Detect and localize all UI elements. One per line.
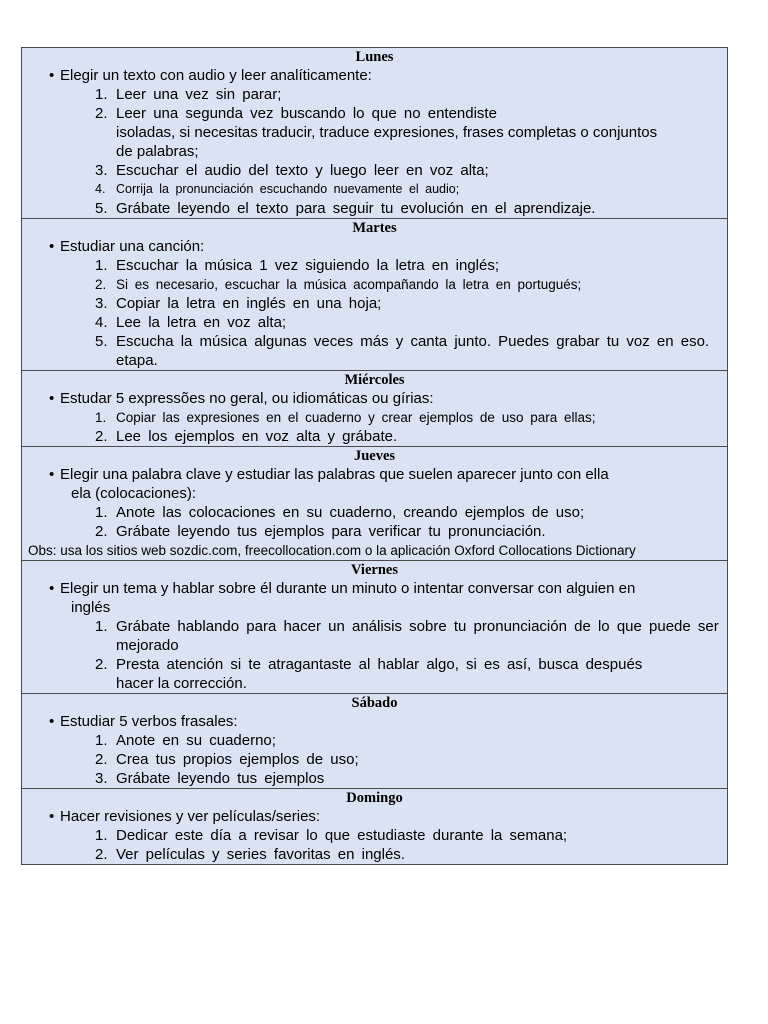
numbered-item bbox=[22, 313, 727, 332]
item-number: 2. bbox=[95, 656, 108, 673]
item-text: Anote las colocaciones en su cuaderno, creando ejemplos de uso; bbox=[116, 504, 585, 521]
item-number: 3. bbox=[95, 770, 108, 787]
item-number: 1. bbox=[95, 410, 107, 425]
item-text: Si es necesario, escuchar la música acompañando la letra en portugués; bbox=[116, 277, 582, 292]
bullet-item bbox=[22, 66, 727, 85]
bullet-icon: • bbox=[49, 67, 55, 84]
observation-text: Obs: usa los sitios web sozdic.com, freecollocation.com o la aplicación Oxford Collocations Dictionary bbox=[28, 543, 636, 558]
numbered-item bbox=[22, 427, 727, 446]
numbered-item bbox=[22, 503, 727, 522]
continuation-line bbox=[22, 484, 727, 503]
numbered-item bbox=[22, 294, 727, 313]
continuation-text: etapa. bbox=[116, 352, 158, 369]
numbered-item bbox=[22, 199, 727, 218]
bullet-icon: • bbox=[49, 390, 55, 407]
day-section-jueves bbox=[22, 447, 727, 561]
item-number: 2. bbox=[95, 277, 107, 292]
bullet-item bbox=[22, 389, 727, 408]
day-section-martes bbox=[22, 219, 727, 371]
item-text: Escuchar la música 1 vez siguiendo la letra en inglés; bbox=[116, 257, 500, 274]
numbered-item bbox=[22, 161, 727, 180]
day-title: Miércoles bbox=[344, 372, 405, 388]
day-title: Martes bbox=[352, 220, 397, 236]
day-title: Viernes bbox=[351, 562, 398, 578]
numbered-item bbox=[22, 731, 727, 750]
item-text: Leer una vez sin parar; bbox=[116, 86, 282, 103]
day-title: Jueves bbox=[353, 448, 396, 464]
bullet-item bbox=[22, 465, 727, 484]
bullet-text: Hacer revisiones y ver películas/series: bbox=[60, 808, 321, 825]
item-text: Escuchar el audio del texto y luego leer en voz alta; bbox=[116, 162, 489, 179]
continuation-text: hacer la corrección. bbox=[116, 675, 247, 692]
item-text: Ver películas y series favoritas en inglés. bbox=[116, 846, 405, 863]
continuation-text: inglés bbox=[71, 599, 111, 616]
continuation-line bbox=[22, 351, 727, 370]
item-number: 5. bbox=[95, 333, 108, 350]
continuation-line bbox=[22, 598, 727, 617]
continuation-line bbox=[22, 636, 727, 655]
bullet-icon: • bbox=[49, 580, 55, 597]
bullet-text: Elegir una palabra clave y estudiar las palabras que suelen aparecer junto con ella bbox=[60, 466, 609, 483]
item-text: Crea tus propios ejemplos de uso; bbox=[116, 751, 359, 768]
day-title: Sábado bbox=[351, 695, 398, 711]
bullet-text: Estudiar una canción: bbox=[60, 238, 205, 255]
numbered-item bbox=[22, 826, 727, 845]
numbered-item bbox=[22, 85, 727, 104]
numbered-item bbox=[22, 845, 727, 864]
item-number: 2. bbox=[95, 105, 108, 122]
day-section-domingo bbox=[22, 789, 727, 865]
continuation-text: ela (colocaciones): bbox=[71, 485, 197, 502]
item-number: 1. bbox=[95, 827, 108, 844]
numbered-item bbox=[22, 104, 727, 123]
item-text: Copiar las expresiones en el cuaderno y crear ejemplos de uso para ellas; bbox=[116, 410, 596, 425]
item-number: 1. bbox=[95, 732, 108, 749]
day-section-lunes bbox=[22, 48, 727, 219]
item-number: 2. bbox=[95, 846, 108, 863]
item-number: 2. bbox=[95, 751, 108, 768]
item-number: 1. bbox=[95, 618, 108, 635]
item-text: Lee los ejemplos en voz alta y grábate. bbox=[116, 428, 398, 445]
item-text: Grábate leyendo tus ejemplos bbox=[116, 770, 325, 787]
item-number: 4. bbox=[95, 182, 106, 196]
bullet-item bbox=[22, 237, 727, 256]
bullet-text: Estudar 5 expressões no geral, ou idiomáticas ou gírias: bbox=[60, 390, 434, 407]
continuation-text: isoladas, si necesitas traducir, traduce expresiones, frases completas o conjuntos bbox=[116, 124, 658, 141]
item-number: 1. bbox=[95, 257, 108, 274]
day-title: Lunes bbox=[355, 49, 394, 65]
continuation-line bbox=[22, 142, 727, 161]
item-number: 2. bbox=[95, 523, 108, 540]
continuation-text: de palabras; bbox=[116, 143, 199, 160]
item-text: Dedicar este día a revisar lo que estudiaste durante la semana; bbox=[116, 827, 568, 844]
bullet-icon: • bbox=[49, 466, 55, 483]
bullet-text: Elegir un texto con audio y leer analíticamente: bbox=[60, 67, 372, 84]
item-text: Lee la letra en voz alta; bbox=[116, 314, 287, 331]
item-text: Anote en su cuaderno; bbox=[116, 732, 276, 749]
item-number: 1. bbox=[95, 504, 108, 521]
bullet-item bbox=[22, 712, 727, 731]
item-number: 3. bbox=[95, 295, 108, 312]
item-number: 2. bbox=[95, 428, 108, 445]
bullet-item bbox=[22, 579, 727, 598]
numbered-item bbox=[22, 275, 727, 294]
observation-note bbox=[22, 541, 727, 560]
numbered-item bbox=[22, 750, 727, 769]
item-text: Grábate leyendo tus ejemplos para verificar tu pronunciación. bbox=[116, 523, 546, 540]
item-text: Escucha la música algunas veces más y canta junto. Puedes grabar tu voz en eso. bbox=[116, 333, 710, 350]
bullet-icon: • bbox=[49, 238, 55, 255]
item-text: Presta atención si te atragantaste al hablar algo, si es así, busca después bbox=[116, 656, 643, 673]
numbered-item bbox=[22, 617, 727, 636]
continuation-line bbox=[22, 123, 727, 142]
continuation-line bbox=[22, 674, 727, 693]
item-number: 5. bbox=[95, 200, 108, 217]
bullet-icon: • bbox=[49, 808, 55, 825]
numbered-item bbox=[22, 180, 727, 199]
day-section-sábado bbox=[22, 694, 727, 789]
numbered-item bbox=[22, 769, 727, 788]
item-text: Grábate hablando para hacer un análisis sobre tu pronunciación de lo que puede ser bbox=[116, 618, 719, 635]
day-section-miércoles bbox=[22, 371, 727, 447]
bullet-text: Estudiar 5 verbos frasales: bbox=[60, 713, 238, 730]
item-number: 3. bbox=[95, 162, 108, 179]
bullet-item bbox=[22, 807, 727, 826]
numbered-item bbox=[22, 522, 727, 541]
continuation-text: mejorado bbox=[116, 637, 179, 654]
numbered-item bbox=[22, 332, 727, 351]
bullet-icon: • bbox=[49, 713, 55, 730]
item-text: Leer una segunda vez buscando lo que no entendiste bbox=[116, 105, 497, 122]
item-text: Corrija la pronunciación escuchando nuevamente el audio; bbox=[116, 182, 460, 196]
numbered-item bbox=[22, 655, 727, 674]
item-text: Copiar la letra en inglés en una hoja; bbox=[116, 295, 382, 312]
day-section-viernes bbox=[22, 561, 727, 694]
item-number: 1. bbox=[95, 86, 108, 103]
weekly-study-plan-table bbox=[21, 47, 728, 865]
item-text: Grábate leyendo el texto para seguir tu evolución en el aprendizaje. bbox=[116, 200, 596, 217]
numbered-item bbox=[22, 408, 727, 427]
numbered-item bbox=[22, 256, 727, 275]
bullet-text: Elegir un tema y hablar sobre él durante un minuto o intentar conversar con alguien en bbox=[60, 580, 636, 597]
day-title: Domingo bbox=[346, 790, 403, 806]
item-number: 4. bbox=[95, 314, 108, 331]
